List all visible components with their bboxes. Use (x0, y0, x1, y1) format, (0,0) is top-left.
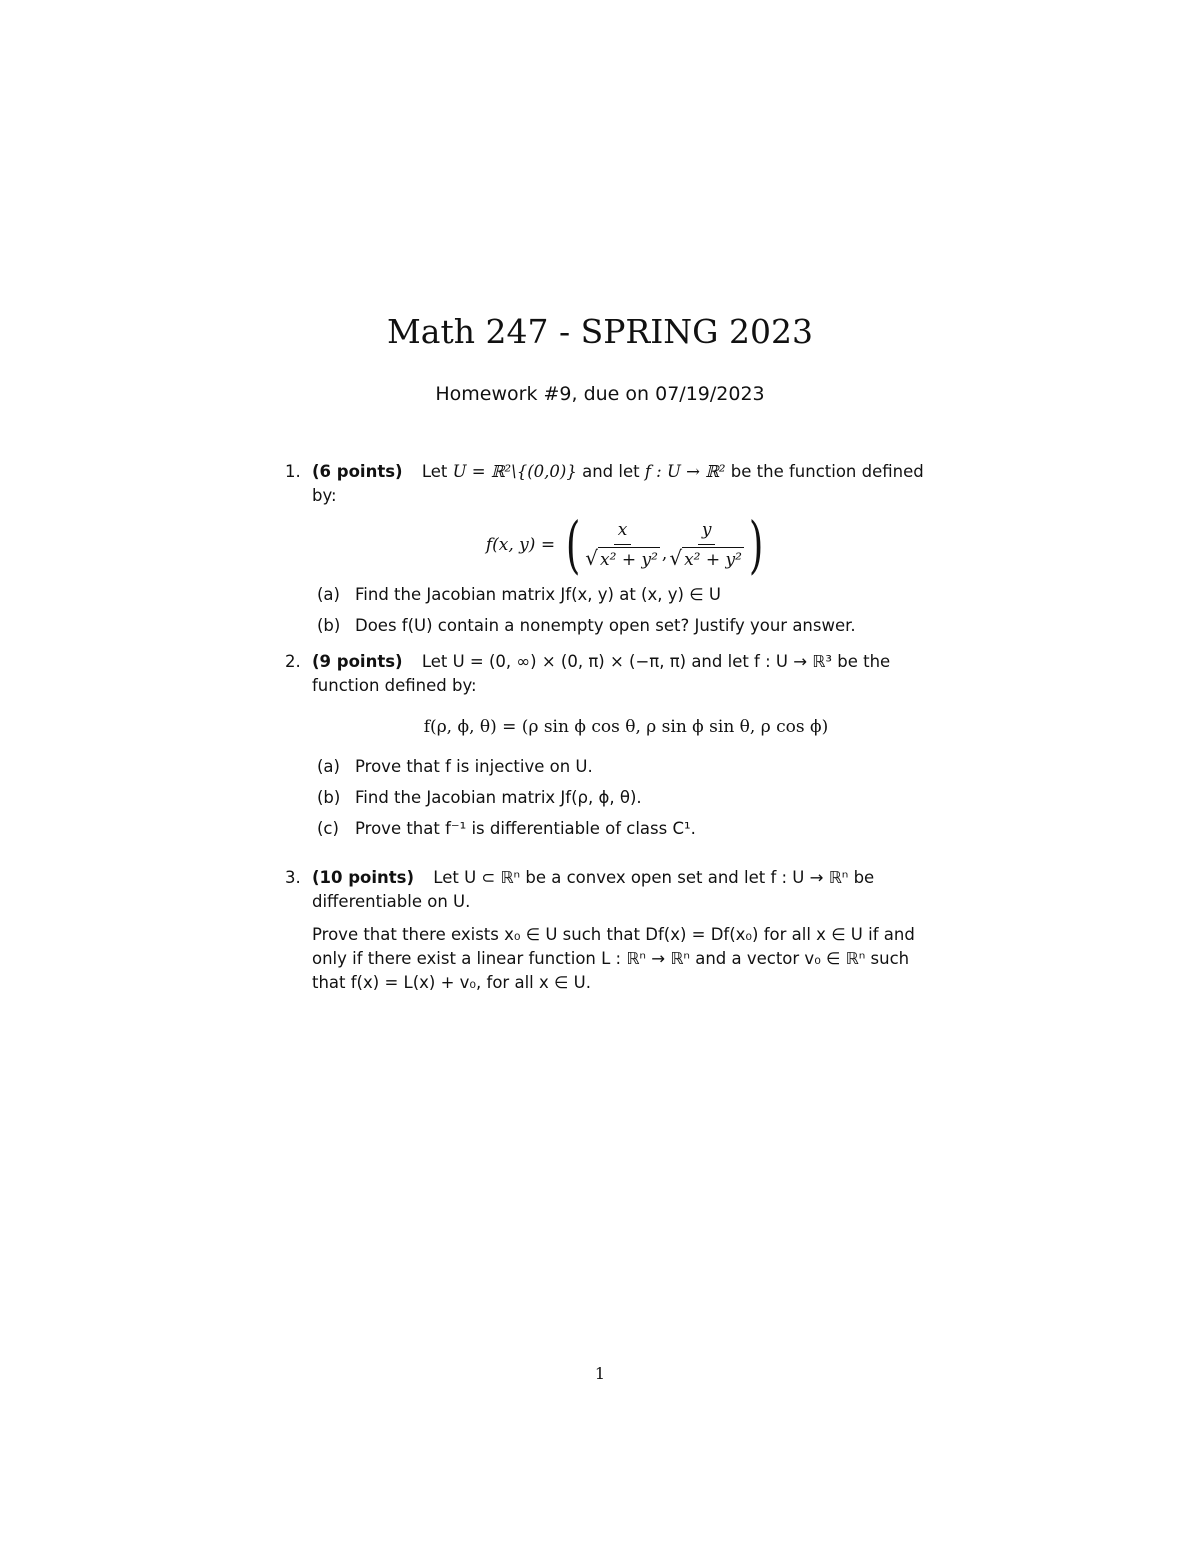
formula-lhs: f(x, y) = (485, 535, 556, 555)
problem-3 (285, 866, 940, 995)
problem-3-paragraph: Prove that there exists x₀ ∈ U such that Df(x) = Df(x₀) for all x ∈ U if and only if there exist a linear function L : ℝⁿ → ℝⁿ and a vector v₀ ∈ ℝⁿ such that f(x) = L(x) + v₀, for all x ∈ U. (312, 925, 915, 992)
problem-1-intro-a: Let (421, 462, 448, 481)
page-subtitle: Homework #9, due on 07/19/2023 (435, 383, 765, 405)
fraction-2 (669, 518, 744, 572)
problem-1-intro-b: and let (582, 462, 640, 481)
radicand-1: x² + y² (598, 547, 660, 572)
fraction-1-numerator: x (614, 518, 632, 545)
problem-3-points: (10 points) (312, 868, 415, 887)
problem-1-map-def: f : U → ℝ² (644, 462, 726, 481)
radicand-2: x² + y² (682, 547, 744, 572)
problem-1-set-def: U = ℝ²\{(0,0)} (452, 462, 577, 481)
page-number: 1 (594, 1364, 606, 1383)
sqrt-1: √ x² + y² (585, 546, 658, 570)
problem-2-intro: (9 points) Let U = (0, ∞) × (0, π) × (−π, π) and let f : U → ℝ³ be the function defined by: (312, 652, 891, 695)
left-paren: ( (565, 508, 581, 581)
problem-1-part-b: (b) Does f(U) contain a nonempty open set? Justify your answer. (317, 616, 856, 635)
problem-2 (285, 650, 940, 841)
right-paren: ) (748, 508, 764, 581)
problem-2-part-c: (c) Prove that f⁻¹ is differentiable of class C¹. (317, 819, 696, 838)
fraction-2-numerator: y (698, 518, 716, 545)
problem-3-intro: (10 points) Let U ⊂ ℝⁿ be a convex open set and let f : U → ℝⁿ be differentiable on U. (312, 868, 875, 911)
problem-1-intro-c: be the function defined by: (312, 462, 924, 505)
problem-1-number: 1. (285, 462, 301, 481)
problem-2-number: 2. (285, 652, 301, 671)
problem-2-part-a: (a) Prove that f is injective on U. (317, 757, 593, 776)
problem-1-intro (312, 460, 940, 508)
problem-2-points: (9 points) (312, 652, 403, 671)
page-title: Math 247 - SPRING 2023 (387, 312, 813, 351)
problem-2-part-b: (b) Find the Jacobian matrix Jf(ρ, ϕ, θ). (317, 788, 642, 807)
problem-1-part-a: (a) Find the Jacobian matrix Jf(x, y) at (x, y) ∈ U (317, 585, 721, 604)
problem-3-number: 3. (285, 868, 301, 887)
problem-1-formula: f(x, y) = ( x √ x² + y² , y √ x² + y² ) (485, 508, 764, 581)
problem-2-formula: f(ρ, ϕ, θ) = (ρ sin ϕ cos θ, ρ sin ϕ sin θ, ρ cos ϕ) (423, 717, 829, 737)
sqrt-2: √ x² + y² (669, 546, 742, 570)
problem-1 (285, 460, 940, 638)
problem-1-points: (6 points) (312, 462, 403, 481)
fraction-1 (585, 518, 660, 572)
